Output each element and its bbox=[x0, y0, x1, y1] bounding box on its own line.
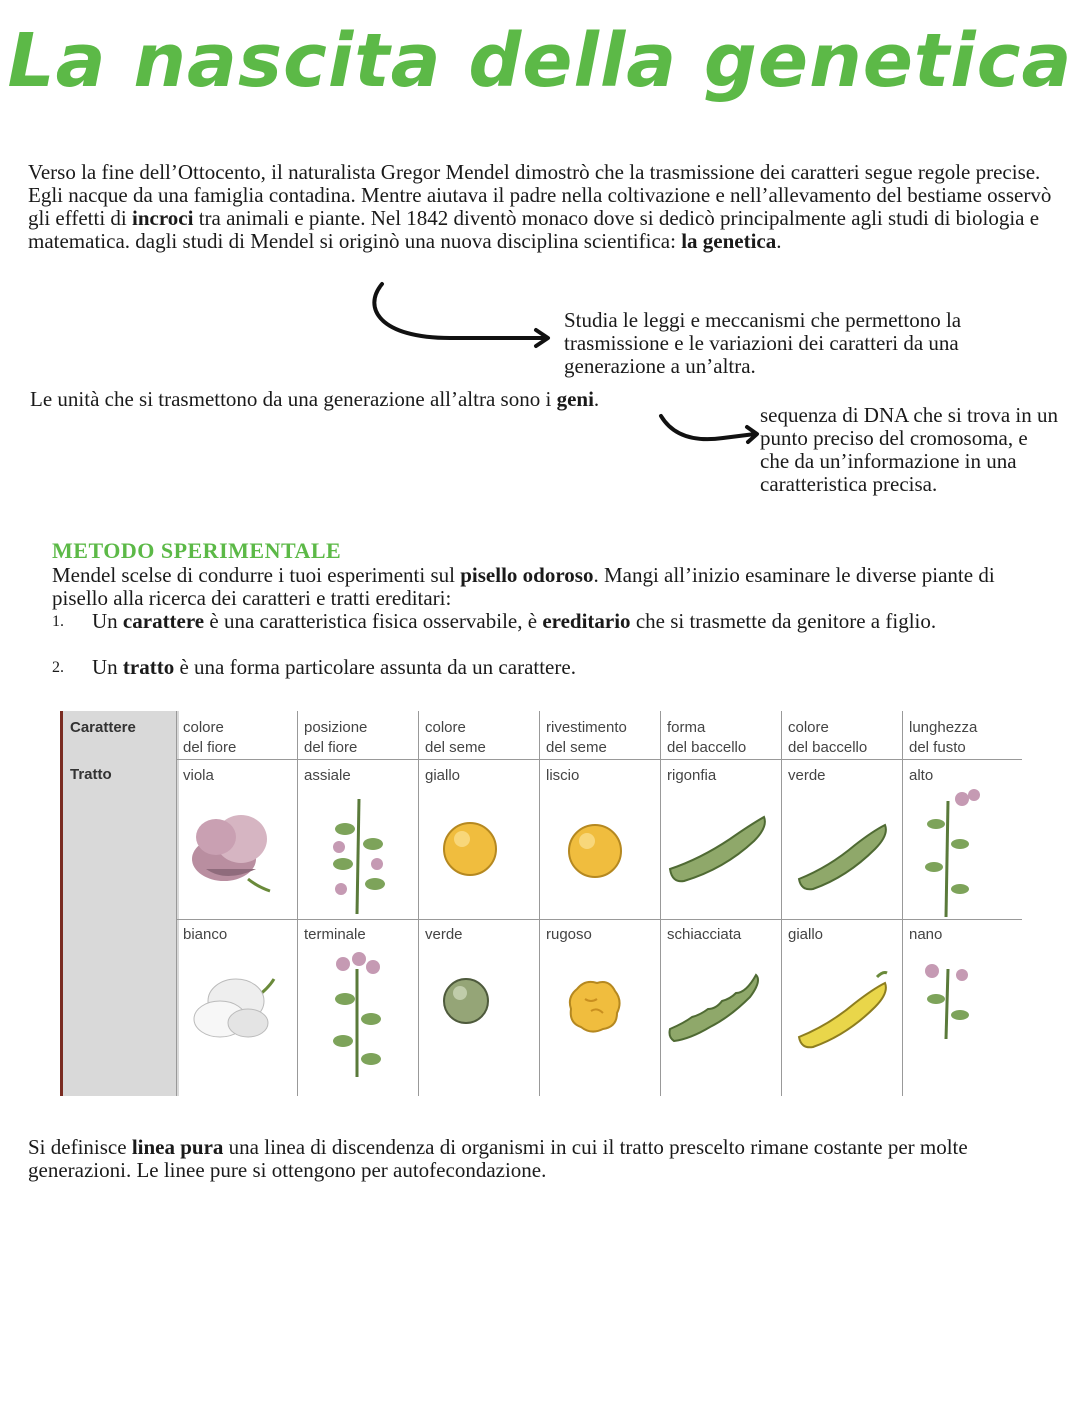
smooth-seed-icon bbox=[539, 789, 660, 919]
yellow-pod-icon bbox=[781, 949, 902, 1079]
page-title: La nascita della genetica bbox=[7, 18, 1073, 104]
keyword-pisello: pisello odoroso bbox=[460, 563, 594, 587]
trait-top: viola bbox=[183, 767, 214, 784]
table-column bbox=[418, 711, 539, 1096]
trait-top: verde bbox=[788, 767, 826, 784]
pure-line-paragraph: Si definisce linea pura una linea di discendenza di organismi in cui il tratto prescelto rimane costante per molte generazioni. Le linee pure si ottengono per autofecondazione. bbox=[28, 1135, 968, 1182]
table-column bbox=[539, 711, 660, 1096]
arrow-icon bbox=[360, 280, 560, 350]
trait-bottom: giallo bbox=[788, 926, 824, 943]
character-name: forma del baccello bbox=[667, 719, 747, 756]
character-name: posizione del fiore bbox=[304, 719, 368, 756]
inflated-pod-icon bbox=[660, 789, 781, 919]
character-name: lunghezza del fusto bbox=[909, 719, 978, 756]
purple-flower-icon bbox=[176, 789, 297, 919]
dwarf-plant-icon bbox=[902, 949, 1023, 1079]
trait-top: liscio bbox=[546, 767, 580, 784]
table-column bbox=[297, 711, 418, 1096]
units-sentence: Le unità che si trasmettono da una generazione all’altra sono i geni. bbox=[30, 387, 600, 411]
white-flower-icon bbox=[176, 949, 297, 1079]
trait-bottom: schiacciata bbox=[667, 926, 742, 943]
keyword-genetica: la genetica bbox=[681, 229, 777, 253]
intro-paragraph: Verso la fine dell’Ottocento, il naturalista Gregor Mendel dimostrò che la trasmissione dei caratteri segue regole precise. Egli nacque da una famiglia contadina. Mentre aiutava il padre nella coltivazione e nell’allevamento del bestiame osservò gli effetti di incroci tra animali e piante. Nel 1842 diventò monaco dove si dedicò principalmente agli studi di biologia e matematica. dagli studi di Mendel si originò una nuova disciplina scientifica: la genetica. bbox=[28, 160, 1052, 253]
trait-bottom: bianco bbox=[183, 926, 228, 943]
green-seed-icon bbox=[418, 949, 539, 1079]
header-label: Carattere bbox=[70, 719, 136, 736]
trait-top: giallo bbox=[425, 767, 461, 784]
character-name: colore del seme bbox=[425, 719, 486, 756]
keyword-linea-pura: linea pura bbox=[131, 1135, 224, 1159]
keyword-incroci: incroci bbox=[132, 206, 194, 230]
trait-bottom: nano bbox=[909, 926, 943, 943]
constricted-pod-icon bbox=[660, 949, 781, 1079]
trait-top: assiale bbox=[304, 767, 351, 784]
method-paragraph: Mendel scelse di condurre i tuoi esperimenti sul pisello odoroso. Mangi all’inizio esaminare le diverse piante di pisello alla ricerca dei caratteri e tratti ereditari: bbox=[52, 563, 995, 610]
trait-top: alto bbox=[909, 767, 934, 784]
traits-table bbox=[60, 711, 1022, 1096]
arrow-icon bbox=[655, 412, 765, 447]
genetics-definition: Studia le leggi e meccanismi che permettono la trasmissione e le variazioni dei caratteri da una generazione a un’altra. bbox=[564, 308, 962, 378]
wrinkled-seed-icon bbox=[539, 949, 660, 1079]
keyword-geni: geni bbox=[556, 387, 594, 411]
trait-bottom: rugoso bbox=[546, 926, 592, 943]
trait-top: rigonfia bbox=[667, 767, 717, 784]
character-name: rivestimento del seme bbox=[546, 719, 627, 756]
axial-plant-icon bbox=[297, 789, 418, 919]
trait-bottom: verde bbox=[425, 926, 463, 943]
table-column bbox=[660, 711, 781, 1096]
character-name: colore del fiore bbox=[183, 719, 237, 756]
character-name: colore del baccello bbox=[788, 719, 868, 756]
gene-definition: sequenza di DNA che si trova in un punto preciso del cromosoma, e che da un’informazione in una caratteristica precisa. bbox=[760, 403, 1059, 496]
trait-bottom: terminale bbox=[304, 926, 366, 943]
section-title: METODO SPERIMENTALE bbox=[52, 538, 342, 563]
table-column bbox=[781, 711, 902, 1096]
table-column bbox=[176, 711, 297, 1096]
trait-label: Tratto bbox=[70, 766, 112, 783]
yellow-seed-icon bbox=[418, 789, 539, 919]
tall-plant-icon bbox=[902, 789, 1023, 919]
table-column bbox=[902, 711, 1023, 1096]
terminal-plant-icon bbox=[297, 949, 418, 1079]
table-header-column bbox=[60, 711, 179, 1096]
green-pod-icon bbox=[781, 789, 902, 919]
